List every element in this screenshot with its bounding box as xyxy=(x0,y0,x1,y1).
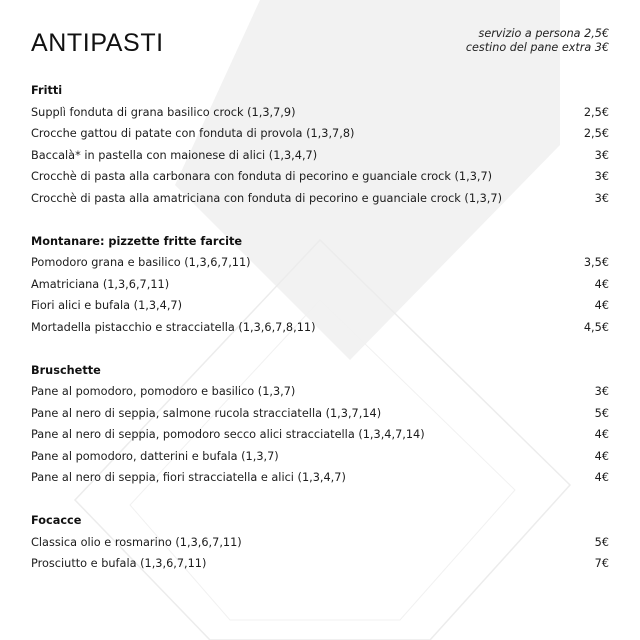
menu-sections xyxy=(31,80,609,596)
service-charge-note: servizio a persona 2,5€ xyxy=(478,27,609,40)
menu-item xyxy=(31,381,609,403)
section-title: Bruschette xyxy=(31,363,101,377)
item-price: 4€ xyxy=(594,428,609,441)
item-name: Crocchè di pasta alla amatriciana con fonduta di pecorino e guanciale crock (1,3,7) xyxy=(31,191,502,205)
item-name: Pane al pomodoro, pomodoro e basilico (1,3,7) xyxy=(31,385,296,398)
item-name: Fiori alici e bufala (1,3,4,7) xyxy=(31,299,183,312)
section-fritti xyxy=(31,80,609,209)
menu-title: ANTIPASTI xyxy=(31,29,164,57)
item-price: 3€ xyxy=(594,191,609,205)
menu-item xyxy=(31,145,609,167)
item-name: Amatriciana (1,3,6,7,11) xyxy=(31,277,170,291)
menu-item xyxy=(31,188,609,210)
item-price: 4€ xyxy=(594,277,609,291)
item-price: 3€ xyxy=(594,148,609,162)
item-price: 7€ xyxy=(594,557,609,570)
menu-item xyxy=(31,295,609,317)
section-bruschette xyxy=(31,360,609,489)
item-name: Pane al nero di seppia, salmone rucola stracciatella (1,3,7,14) xyxy=(31,406,382,420)
section-title: Montanare: pizzette fritte farcite xyxy=(31,234,243,248)
menu-item xyxy=(31,467,609,489)
item-name: Pane al nero di seppia, pomodoro secco alici stracciatella (1,3,4,7,14) xyxy=(31,428,425,441)
menu-item xyxy=(31,274,609,296)
menu-item xyxy=(31,102,609,124)
item-name: Baccalà* in pastella con maionese di alici (1,3,4,7) xyxy=(31,148,318,162)
item-price: 4€ xyxy=(594,299,609,312)
item-price: 3,5€ xyxy=(583,256,609,269)
menu-item xyxy=(31,317,609,339)
item-name: Crocchè di pasta alla carbonara con fonduta di pecorino e guanciale crock (1,3,7) xyxy=(31,170,493,183)
bread-basket-note: cestino del pane extra 3€ xyxy=(465,41,609,54)
item-name: Pane al nero di seppia, fiori stracciatella e alici (1,3,4,7) xyxy=(31,471,346,484)
item-price: 3€ xyxy=(594,385,609,398)
section-title: Fritti xyxy=(31,84,63,97)
item-name: Crocche gattou di patate con fonduta di provola (1,3,7,8) xyxy=(31,127,355,140)
item-price: 2,5€ xyxy=(583,105,609,119)
menu-item xyxy=(31,166,609,188)
menu-item xyxy=(31,446,609,468)
item-price: 3€ xyxy=(594,170,609,183)
item-price: 2,5€ xyxy=(583,127,609,140)
menu-item xyxy=(31,424,609,446)
menu-item xyxy=(31,123,609,145)
item-name: Prosciutto e bufala (1,3,6,7,11) xyxy=(31,557,207,570)
section-montanare xyxy=(31,231,609,339)
menu-item xyxy=(31,252,609,274)
item-price: 5€ xyxy=(594,535,609,549)
item-name: Supplì fonduta di grana basilico crock (1,3,7,9) xyxy=(31,105,296,119)
menu-item xyxy=(31,553,609,575)
menu-item xyxy=(31,403,609,425)
menu-item xyxy=(31,532,609,554)
item-price: 4€ xyxy=(594,449,609,463)
section-focacce xyxy=(31,510,609,575)
item-name: Pane al pomodoro, datterini e bufala (1,3,7) xyxy=(31,449,279,463)
service-notes xyxy=(466,27,609,55)
item-name: Classica olio e rosmarino (1,3,6,7,11) xyxy=(31,535,242,549)
item-name: Mortadella pistacchio e stracciatella (1,3,6,7,8,11) xyxy=(31,320,316,334)
item-price: 5€ xyxy=(594,406,609,420)
item-price: 4€ xyxy=(594,471,609,484)
item-price: 4,5€ xyxy=(583,320,609,334)
section-title: Focacce xyxy=(31,514,82,527)
item-name: Pomodoro grana e basilico (1,3,6,7,11) xyxy=(31,256,251,269)
